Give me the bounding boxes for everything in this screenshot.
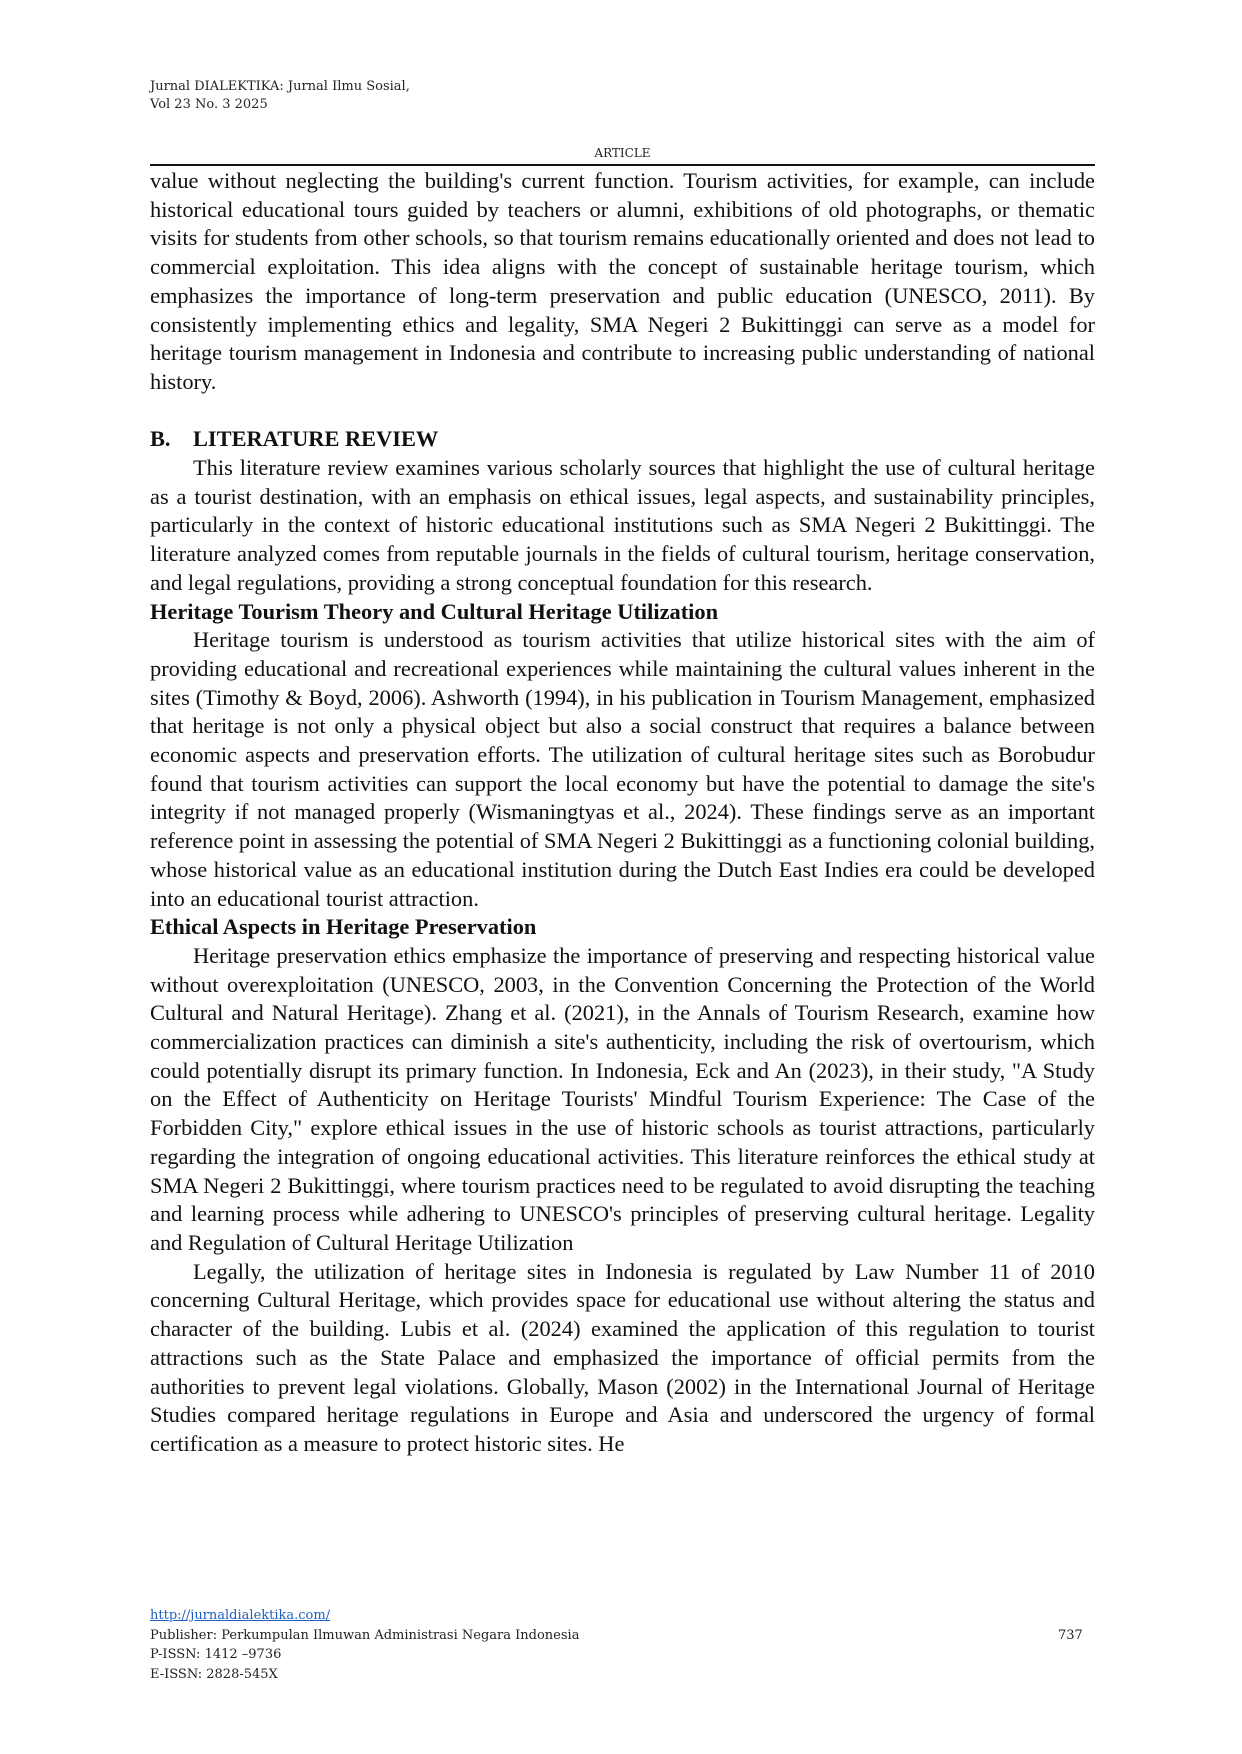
subsection-heading: Heritage Tourism Theory and Cultural Heritage Utilization: [150, 598, 719, 624]
page-footer: [150, 1606, 579, 1684]
header-rule: [150, 164, 1095, 166]
subsection-heading: Ethical Aspects in Heritage Preservation: [150, 914, 537, 940]
e-issn: E-ISSN: 2828-545X: [150, 1666, 278, 1682]
legal-paragraph: Legally, the utilization of heritage sites in Indonesia is regulated by Law Number 11 of 2010 concerning Cultural Heritage, which provides space for educational use without altering the status and character of the building. Lubis et al. (2024) examined the application of this regulation to tourist attractions such as the State Palace and emphasized the importance of official permits from the authorities to prevent legal violations. Globally, Mason (2002) in the International Journal of Heritage Studies compared heritage regulations in Europe and Asia and underscored the urgency of formal certification as a measure to protect historic sites. He: [150, 1258, 1095, 1456]
paragraph-gap: [150, 397, 1095, 426]
section-number: B.: [150, 426, 171, 452]
section-title: LITERATURE REVIEW: [193, 426, 439, 452]
intro-paragraph: value without neglecting the building's current function. Tourism activities, for example, can include historical educational tours guided by teachers or alumni, exhibitions of old photographs, or thematic visits for students from other schools, so that tourism remains educationally oriented and does not lead to commercial exploitation. This idea aligns with the concept of sustainable heritage tourism, which emphasizes the importance of long-term preservation and public education (UNESCO, 2011). By consistently implementing ethics and legality, SMA Negeri 2 Bukittinggi can serve as a model for heritage tourism management in Indonesia and contribute to increasing public understanding of national history.: [150, 168, 1095, 394]
p-issn: P-ISSN: 1412 –9736: [150, 1647, 282, 1662]
publisher-text: Publisher: Perkumpulan Ilmuwan Administrasi Negara Indonesia: [150, 1627, 580, 1643]
article-body: [150, 167, 1095, 1459]
journal-url-link[interactable]: http://jurnaldialektika.com/: [150, 1608, 331, 1623]
page-number: 737: [1058, 1628, 1083, 1643]
section-label: ARTICLE: [594, 146, 651, 160]
subsection-paragraph: Heritage tourism is understood as tourism activities that utilize historical sites with the aim of providing educational and recreational experiences while maintaining the cultural values inherent in the sites (Timothy & Boyd, 2006). Ashworth (1994), in his publication in Tourism Management, emphasized that heritage is not only a physical object but also a social construct that requires a balance between economic aspects and preservation efforts. The utilization of cultural heritage sites such as Borobudur found that tourism activities can support the local economy but have the potential to damage the site's integrity if not managed properly (Wismaningtyas et al., 2024). These findings serve as an important reference point in assessing the potential of SMA Negeri 2 Bukittinggi as a functioning colonial building, whose historical value as an educational institution during the Dutch East Indies era could be developed into an educational tourist attraction.: [150, 627, 1095, 911]
journal-title: Jurnal DIALEKTIKA: Jurnal Ilmu Sosial,: [150, 79, 410, 94]
journal-volume: Vol 23 No. 3 2025: [150, 97, 268, 112]
running-header: [150, 78, 410, 114]
subsection-paragraph: Heritage preservation ethics emphasize the importance of preserving and respecting historical value without overexploitation (UNESCO, 2003, in the Convention Concerning the Protection of the World Cultural and Natural Heritage). Zhang et al. (2021), in the Annals of Tourism Research, examine how commercialization practices can diminish a site's authenticity, including the risk of overtourism, which could potentially disrupt its primary function. In Indonesia, Eck and An (2023), in their study, "A Study on the Effect of Authenticity on Heritage Tourists' Mindful Tourism Experience: The Case of the Forbidden City," explore ethical issues in the use of historic schools as tourist attractions, particularly regarding the integration of ongoing educational activities. This literature reinforces the ethical study at SMA Negeri 2 Bukittinggi, where tourism practices need to be regulated to avoid disrupting the teaching and learning process while adhering to UNESCO's principles of preserving cultural heritage. Legality and Regulation of Cultural Heritage Utilization: [150, 942, 1095, 1255]
section-intro-paragraph: This literature review examines various scholarly sources that highlight the use of cultural heritage as a tourist destination, with an emphasis on ethical issues, legal aspects, and sustainability principles, particularly in the context of historic educational institutions such as SMA Negeri 2 Bukittinggi. The literature analyzed comes from reputable journals in the fields of cultural tourism, heritage conservation, and legal regulations, providing a strong conceptual foundation for this research.: [150, 455, 1095, 595]
section-heading: [150, 425, 1095, 454]
